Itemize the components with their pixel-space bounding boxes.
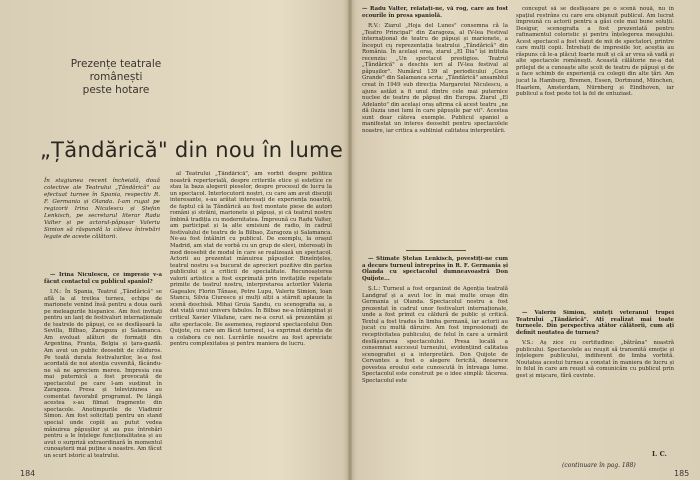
question-4: — Valeriu Simion, sinteți veteranul trupei Teatrului „Țăndărică". Ați realizat mai toate turneele. Din perspectiva atâtor călătorii, cum ați definit noutatea de turneu? [516, 310, 674, 336]
right-page [352, 0, 700, 480]
left-column-1 [44, 272, 162, 472]
article-intro: În stagiunea recent încheiată, două colective ale Teatrului „Țăndărică" au efectuat turnee în Spania, respectiv R. F. Germania și Olanda. I-am rugat pe regizorii Irina Niculescu și Ștefan Lenkisch, pe secretarul literar Radu Valter și pe actorul-păpușar Valeriu Simion să răspundă la câteva întrebări legate de aceste călătorii. [44, 178, 160, 240]
question-2: — Radu Valter, relatați-ne, vă rog, care au fost ecourile în presa spaniolă. [362, 6, 508, 19]
left-page [0, 0, 348, 480]
answer-3-continued: conceput să se desfășoare pe o scenă nouă, nu în spațiul restrâns cu care era obișnuit publicul. Am lucrat împreună cu actorii pentru a găsi cele mai bune soluții. Desigur, scenografia a fost prezentată pentru rafinamentul coloristic și pentru înțelegerea mesajului. Acest spectacol a fost văzut de mii de spectatori, printre care mulți copii. Întrebați de impresiile lor, aceștia au răspuns că le-a plăcut foarte mult și că ar vrea să vadă și alte spectacole românești. Această călătorie ne-a dat prilejul de a cunoaște alte școli de teatru de păpuși și de a face schimb de experiență cu colegii din alte țări. Am jucat la Hamburg, Bremen, Essen, Dortmund, München, Haarlem, Amsterdam, Nürnberg și Eindhoven, iar publicul a fost peste tot la fel de entuziast. [516, 6, 674, 98]
right-column-2-bottom [516, 310, 674, 450]
answer-2: R.V.: Ziarul „Hoja del Lunes" consemna că la „Teatro Principal" din Zaragoza, al IV-lea Festival internațional de teatru de păpuși și marionete, a început cu reprezentația teatrului „Țăndărică" din România. În același oraș, ziarul „El Dia" își intitula recenzia: „Un spectacol prestigios. Teatrul „Țăndărică" a deschis ieri al IV-lea festival al păpușilor". Numărul 139 al periodicului „Coca Grande" din Salamanca scria: „Țăndărică" ansamblul creat în 1949 sub direcția Margaretei Niculescu, a ajuns astăzi a fi unul dintre cele mai puternice nuclee de teatru de păpuși din Europa. Ziarul „El Adelanto" din același oraș afirma că acest teatru „ne dă iluzia unei lumi în care păpușile par vii". Acestea sunt doar câteva exemple. Publicul spaniol a manifestat un interes deosebit pentru spectacolele noastre, iar critica a subliniat calitatea interpretării. [362, 23, 508, 134]
page-number-left: 184 [20, 469, 36, 478]
kicker-line-3: peste hotare [82, 84, 150, 96]
author-signature: I. C. [652, 450, 667, 458]
answer-1-continued: al Teatrului „Țăndărică", am vorbit despre politica noastră repertorială, despre criteriile etice și estetice ce stau la baza alegerii pieselor, despre procesul de lucru la un spectacol. Interlocutorii noștri, cu care am avut discuții interesante, s-au arătat interesați de experiența noastră, de faptul că la Țăndărică au fost montate piese de autori români și străini, marionete și păpuși, și că teatrul nostru îmbină tradiția cu modernitatea. Împreună cu Radu Valter, am participat și la alte emisiuni de radio, în cadrul festivalului de teatru de la Bilbao, Zaragoza și Salamanca. Ne-au fost întâlniri cu publicul. De exemplu, la orașul Madrid, am stat de vorbă cu un grup de elevi, interesați în mod deosebit de modul în care se realizează un spectacol. Actorii au prezentat mânuirea păpușilor. Bineînțeles, teatrul nostru s-a bucurat de aprecieri pozitive din partea publicului și a criticii de specialitate. Recunoașterea valorii artistice a fost exprimată prin invitațiile repetate primite de teatrul nostru, interpretarea actorilor Valeria Gagealov, Florin Tănase, Petre Lupu, Valeriu Simion, Ioan Stancu, Silvia Ciurescu și mulți alții a stârnit aplauze la scenă deschisă. Mihai Gruia Sandu, cu scenografia sa, a dat viață unui univers fabulos. În Bilbao ne-a întâmpinat și criticul Xavier Vilafane, care ne-a cerut să prezentăm și alte spectacole. De asemenea, regizorul spectacolului Don Quijote, cu care am făcut turneul, i-a exprimat dorința de a colabora cu noi. Lucrările noastre au fost apreciate pentru complexitatea și pentru maniera de lucru. [170, 171, 332, 348]
answer-4: V.S.: Aș zice cu certitudine: „bătrâna" noastră publicului. Spectacolele au reușit să transmită emoție și înțelegere publicului, indiferent de limba vorbită. Noutatea acestui turneu a constat în maniera de lucru și în felul în care am reușit să comunicăm cu publicul prin gest și mișcare, fără cuvinte. [516, 340, 674, 379]
right-column-1-top [362, 6, 508, 232]
article-kicker [56, 58, 176, 97]
kicker-line-1: Prezențe teatrale [70, 58, 162, 70]
kicker-line-2: românești [89, 71, 143, 83]
answer-1: I.N.: În Spania, Teatrul „Țăndărică" se află la al treilea turneu, echipe de marionete venind însă pentru a doua oară pe meleagurile hispanice. Am fost invitați pentru un lanț de festivaluri internaționale de teatrele de păpuși, ce se desfășoară la Sevilla, Bilbao, Zaragoza și Salamanca. Am evoluat alături de formații din Argentina, Franța, Belgia și țara-gazdă. Am avut un public deosebit de călduros. Pe toată durata festivalurilor, le-a fost acordată de noi atenția cuvenită, făcându-ne să ne apreciem mereu. Impresia cea mai puternică a fost provocată de spectacolul pe care l-am susținut în Zaragoza. Presa și televiziunea au comentat favorabil programul. Pe lângă acestea s-au filmat fragmente din spectacole. Anotimpurile de Vladimir Simon. Am fost solicitați pentru un stand special unde copiii au putut vedea mânuirea păpușilor și au pus întrebări pentru a le înțelege funcționalitatea și au avut o surpriză extraordinară în momentul cunoașterii mai puține a noastre. Am făcut un scurt istoric al teatrului. [44, 289, 162, 459]
answer-3: Ș.L.: Turneul a fost organizat de Agenția teatrală Landgraf și a avut loc în mai multe orașe din Germania și Olanda. Spectacolul nostru a fost prezentat în cadrul unor festivaluri internaționale, unde a fost primit cu căldură de public și critică. Textul a fost tradus în limba germană, iar actorii au jucat cu multă dăruire. Am fost impresionați de receptivitatea publicului, de felul în care a urmărit desfășurarea spectacolului. Presa locală a consemnat succesul turneului, evidențiind calitatea scenografiei și a interpretării. Don Quijote de Cervantes a fost o alegere fericită, deoarece povestea eroului este cunoscută în întreaga lume. Spectacolul este construit pe o idee simplă: tăcerea. Spectacolul este [362, 286, 508, 384]
right-column-2-top [516, 6, 674, 306]
continued-note: (continuare în pag. 188) [562, 462, 636, 469]
article-headline: „Țăndărică" din nou în lume [40, 138, 344, 162]
question-3: — Stimate Ștefan Lenkisch, povestiți-ne cum a decurs turneul întreprins în R. F. Germania și Olanda cu spectacolul dumneavoastră Don Quijote... [362, 256, 508, 282]
page-number-right: 185 [674, 469, 690, 478]
question-1: — Irina Niculescu, ce impresie v-a făcut contactul cu publicul spaniol? [44, 272, 162, 285]
divider-rule [406, 250, 466, 251]
right-column-1-bottom [362, 256, 508, 472]
left-column-2 [170, 171, 332, 472]
